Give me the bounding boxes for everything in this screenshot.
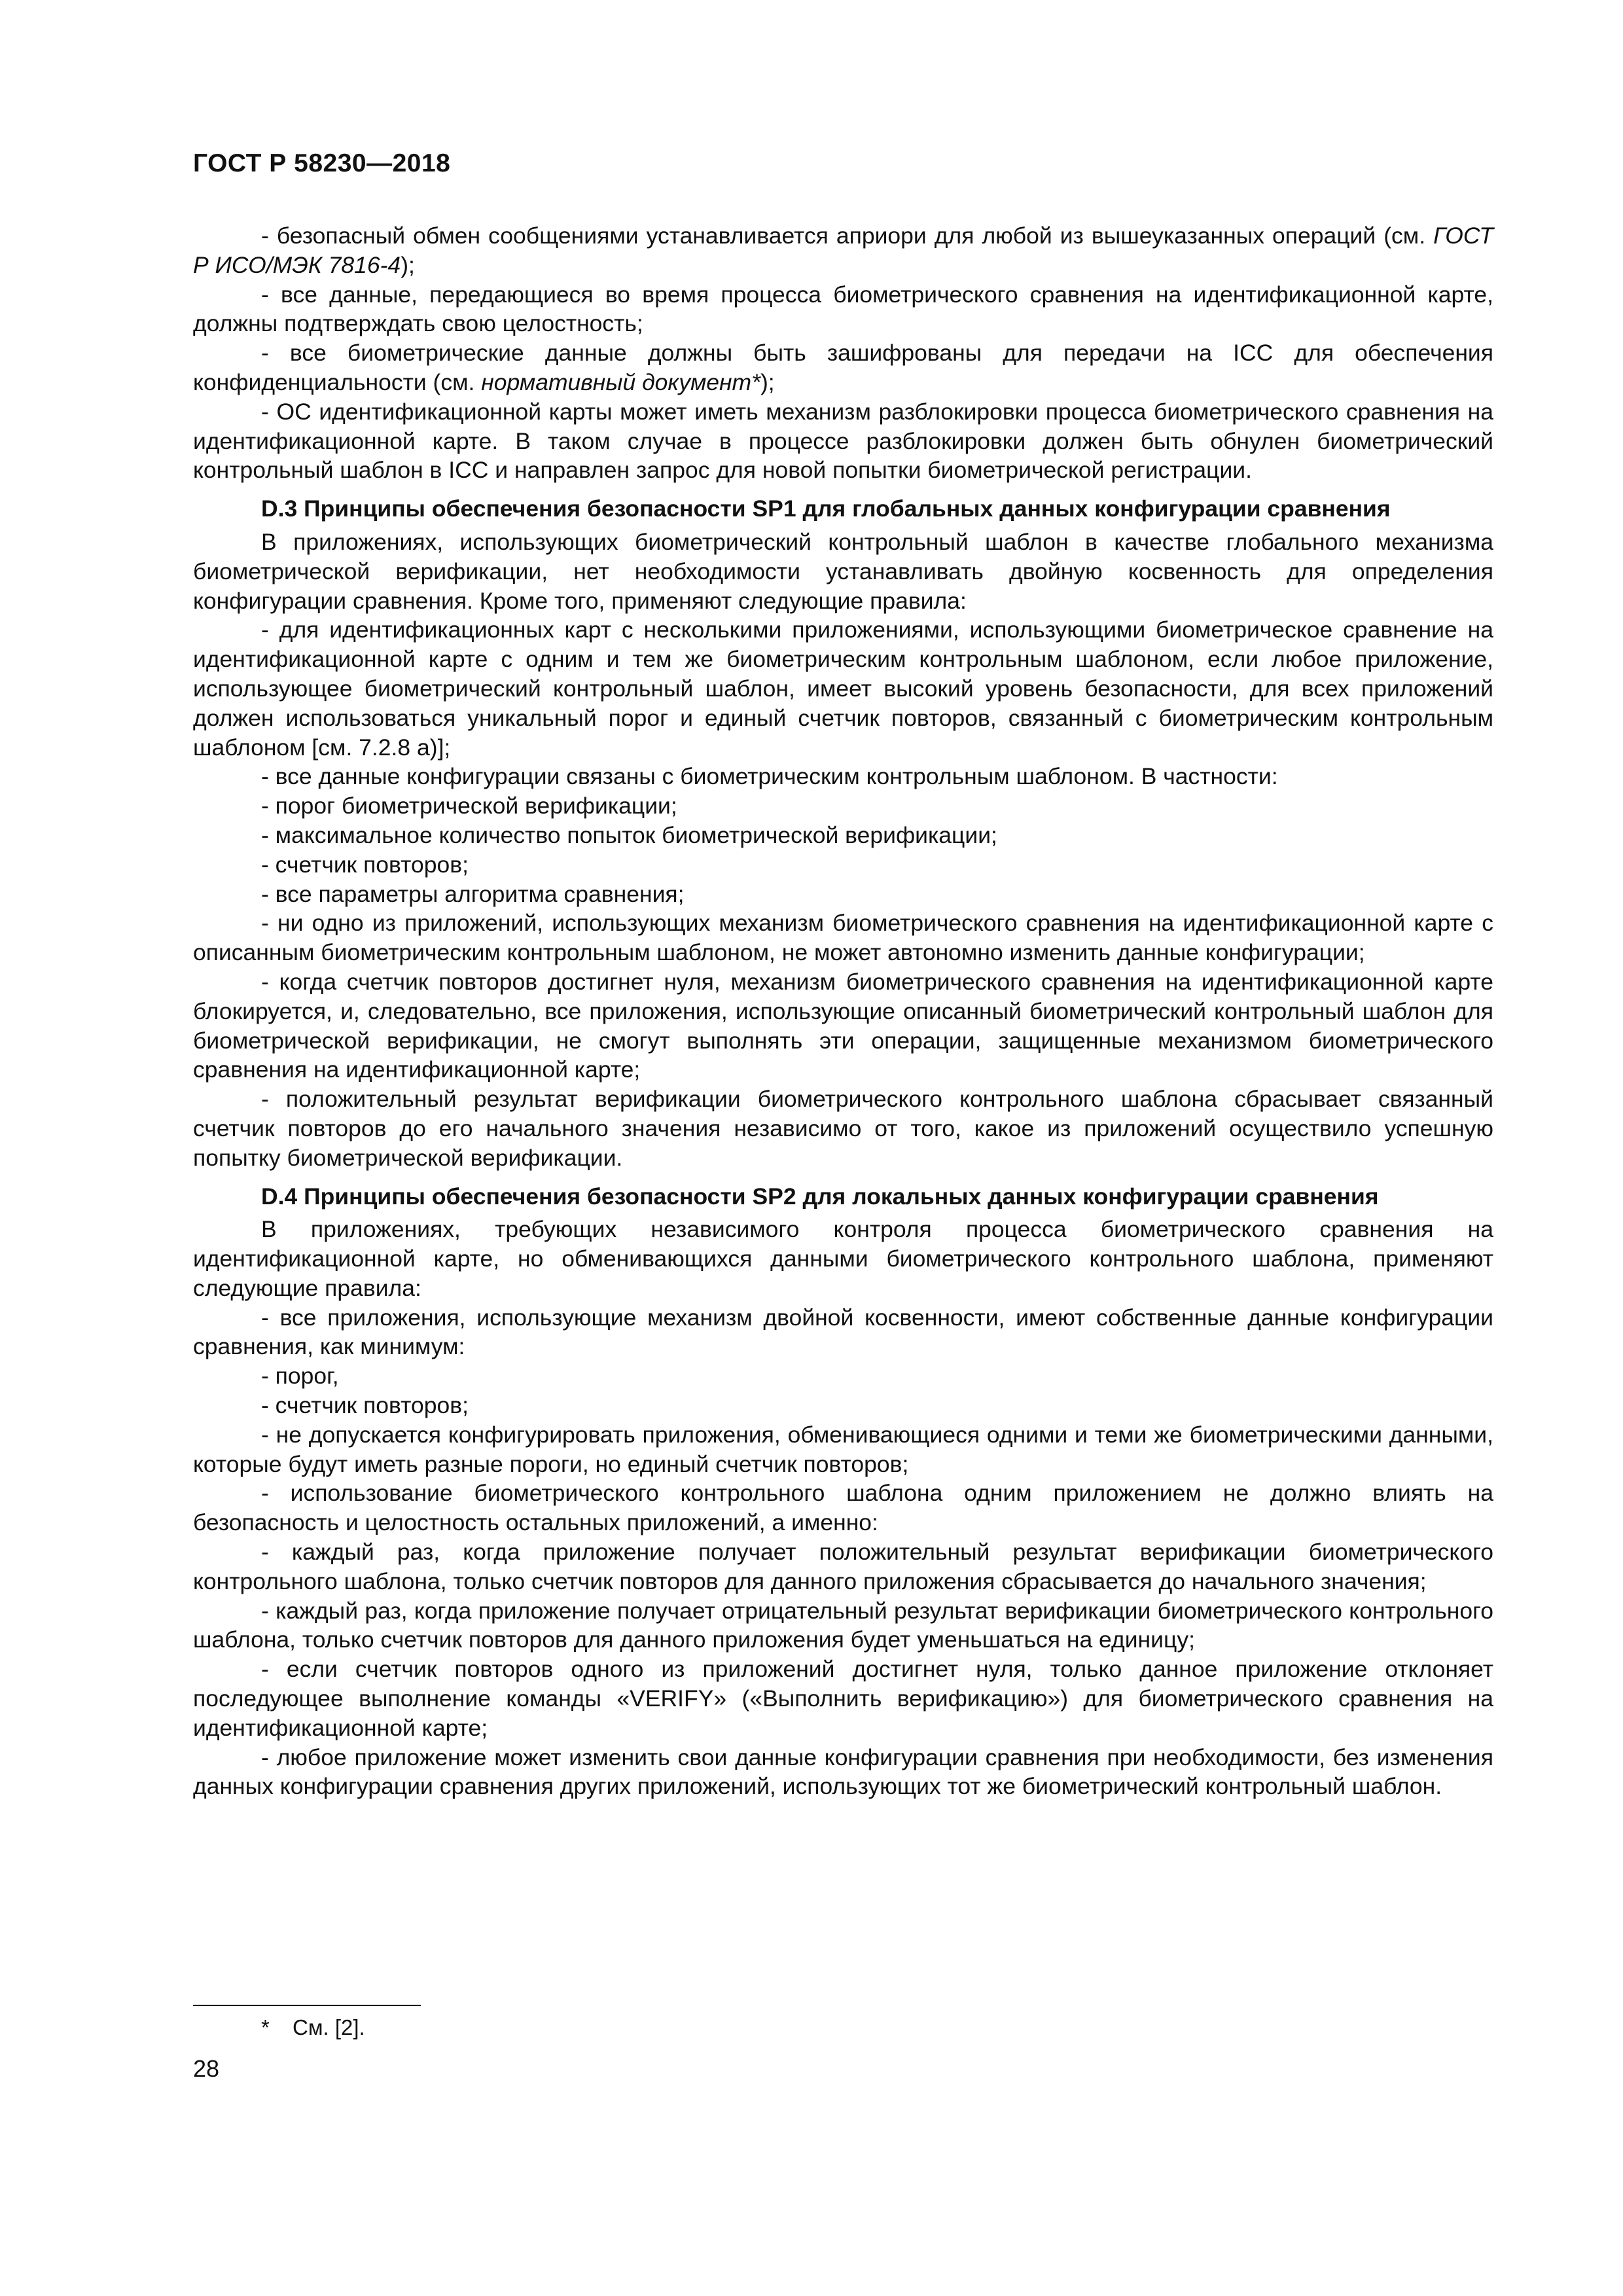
section-intro: В приложениях, требующих независимого контроля процесса биометрического сравнения на идентификационной карте, но обменивающихся данными биометрического контрольного шаблона, применяют следующие правила:	[193, 1216, 1493, 1301]
list-item: - если счетчик повторов одного из приложений достигнет нуля, только данное приложение отклоняет последующее выполнение команды «VERIFY» («Выполнить верификацию») для биометрического сравнения на идентификационной карте;	[193, 1656, 1493, 1741]
list-item: - каждый раз, когда приложение получает отрицательный результат верификации биометрического контрольного шаблона, только счетчик повторов для данного приложения будет уменьшаться на единицу;	[193, 1597, 1493, 1653]
list-item: - положительный результат верификации биометрического контрольного шаблона сбрасывает связанный счетчик повторов до его начального значения независимо от того, какое из приложений осуществило успешную попытку биометрической верификации.	[193, 1086, 1493, 1171]
list-item: - счетчик повторов;	[261, 1392, 469, 1419]
list-item: - ОС идентификационной карты может иметь механизм разблокировки процесса биометрического сравнения на идентификационной карте. В таком случае в процессе разблокировки должен быть обнулен биометрический контрольный шаблон в ICC и направлен запрос для новой попытки биометрической регистрации.	[193, 398, 1493, 484]
list-item: - все данные конфигурации связаны с биометрическим контрольным шаблоном. В частности:	[261, 763, 1278, 790]
page-number: 28	[193, 2055, 220, 2082]
list-item: - все биометрические данные должны быть зашифрованы для передачи на ICC для обеспечения конфиденциальности (см. нормативный документ*);	[193, 340, 1493, 395]
footnote-mark: *	[261, 2015, 270, 2039]
document-code-header: ГОСТ Р 58230—2018	[193, 149, 451, 177]
list-item: - все данные, передающиеся во время процесса биометрического сравнения на идентификационной карте, должны подтверждать свою целостность;	[193, 281, 1493, 337]
list-item: - не допускается конфигурировать приложения, обменивающиеся одними и теми же биометрическими данными, которые будут иметь разные пороги, но единый счетчик повторов;	[193, 1421, 1493, 1477]
footnote-text: См. [2].	[293, 2015, 365, 2039]
list-item: - для идентификационных карт с несколькими приложениями, использующими биометрическое сравнение на идентификационной карте с одним и тем же биометрическим контрольным шаблоном, если любое приложение, использующее биометрический контрольный шаблон, имеет высокий уровень безопасности, для всех приложений должен использоваться уникальный порог и единый счетчик повторов, связанный с биометрическим контрольным шаблоном [см. 7.2.8 a)];	[193, 617, 1493, 761]
list-item: - счетчик повторов;	[261, 851, 469, 878]
list-item: - порог,	[261, 1363, 339, 1390]
list-item: - максимальное количество попыток биометрической верификации;	[261, 821, 997, 848]
list-item: - безопасный обмен сообщениями устанавливается априори для любой из вышеуказанных операций (см. ГОСТ Р ИСО/МЭК 7816-4);	[193, 223, 1493, 278]
section-intro: В приложениях, использующих биометрический контрольный шаблон в качестве глобального механизма биометрической верификации, нет необходимости устанавливать двойную косвенность для определения конфигурации сравнения. Кроме того, применяют следующие правила:	[193, 528, 1493, 614]
footnote	[261, 2015, 365, 2041]
list-item: - все приложения, использующие механизм двойной косвенности, имеют собственные данные конфигурации сравнения, как минимум:	[193, 1304, 1493, 1360]
list-item: - все параметры алгоритма сравнения;	[261, 880, 685, 907]
document-body	[193, 221, 1493, 1801]
list-item: - любое приложение может изменить свои данные конфигурации сравнения при необходимости, без изменения данных конфигурации сравнения других приложений, использующих тот же биометрический контрольный шаблон.	[193, 1744, 1493, 1800]
list-item: - порог биометрической верификации;	[261, 793, 677, 819]
list-item: - когда счетчик повторов достигнет нуля, механизм биометрического сравнения на идентификационной карте блокируется, и, следовательно, все приложения, использующие описанный биометрический контрольный шаблон для биометрической верификации, не смогут выполнять эти операции, защищенные механизмом биометрического сравнения на идентификационной карте;	[193, 968, 1493, 1083]
section-heading-d3: D.3 Принципы обеспечения безопасности SP1 для глобальных данных конфигурации сравнения	[261, 495, 1391, 522]
list-item: - каждый раз, когда приложение получает положительный результат верификации биометрического контрольного шаблона, только счетчик повторов для данного приложения сбрасывается до начального значения;	[193, 1539, 1493, 1594]
standard-reference: ГОСТ Р ИСО/МЭК 7816-4	[193, 223, 1493, 278]
normative-document-reference: нормативный документ*	[481, 368, 760, 395]
footnote-divider	[193, 2005, 421, 2006]
list-item: - использование биометрического контрольного шаблона одним приложением не должно влиять на безопасность и целостность остальных приложений, а именно:	[193, 1480, 1493, 1536]
list-item: - ни одно из приложений, использующих механизм биометрического сравнения на идентификационной карте с описанным биометрическим контрольным шаблоном, не может автономно изменить данные конфигурации;	[193, 910, 1493, 966]
section-heading-d4: D.4 Принципы обеспечения безопасности SP2 для локальных данных конфигурации сравнения	[261, 1183, 1379, 1210]
